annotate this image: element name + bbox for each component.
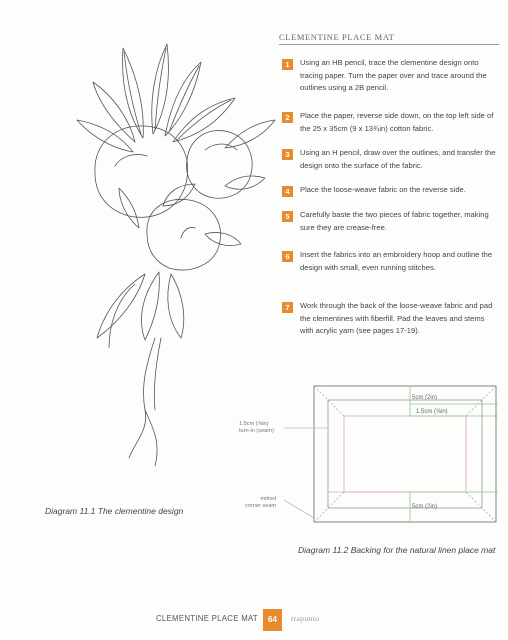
step-number-badge: 4 — [282, 186, 293, 197]
turn-in-measure: 1.5cm (⅝in) — [239, 421, 269, 427]
step-text: Carefully baste the two pieces of fabric together, making sure they are crease-free. — [300, 210, 489, 232]
step-number-badge: 6 — [282, 251, 293, 262]
step-text: Using an H pencil, draw over the outlines, and transfer the design onto the surface of the fabric. — [300, 148, 496, 170]
turn-in-label: turn-in (seam) — [239, 428, 274, 434]
bottom-measure: 5cm (2in) — [412, 504, 438, 510]
step-number-badge: 3 — [282, 149, 293, 160]
mitred-label: mitred — [260, 496, 277, 502]
page-footer — [0, 609, 508, 631]
step-text: Work through the back of the loose-weave fabric and pad the clementines with fiberfill. Pad the leaves and stems with acrylic yarn (see pages 17-19). — [300, 301, 493, 335]
top-inner-measure: 1.5cm (⅝in) — [416, 409, 448, 415]
step-number-badge: 7 — [282, 302, 293, 313]
title-divider — [279, 44, 499, 45]
step-text: Place the paper, reverse side down, on the top left side of the 25 x 35cm (9 x 13¾in) cotton fabric. — [300, 111, 494, 133]
step-number-badge: 5 — [282, 211, 293, 222]
place-mat-backing-diagram — [228, 380, 508, 545]
footer-book-name: trapunto — [291, 614, 320, 623]
step-number-badge: 2 — [282, 112, 293, 123]
page-number: 64 — [263, 609, 282, 631]
top-outer-measure: 5cm (2in) — [412, 395, 438, 401]
footer-title: CLEMENTINE PLACE MAT — [155, 614, 258, 623]
section-title: CLEMENTINE PLACE MAT — [279, 32, 395, 42]
step-number-badge: 1 — [282, 59, 293, 70]
diagram-11-2-caption: Diagram 11.2 Backing for the natural linen place mat — [298, 545, 496, 555]
corner-seam-label: corner seam — [245, 503, 277, 509]
diagram-11-1-caption: Diagram 11.1 The clementine design — [45, 506, 184, 516]
step-text: Insert the fabrics into an embroidery hoop and outline the design with small, even running stitches. — [300, 250, 493, 272]
step-text: Place the loose-weave fabric on the reverse side. — [300, 185, 466, 194]
step-text: Using an HB pencil, trace the clementine design onto tracing paper. Turn the paper over and trace around the outlines using a 2B pencil. — [300, 58, 487, 92]
